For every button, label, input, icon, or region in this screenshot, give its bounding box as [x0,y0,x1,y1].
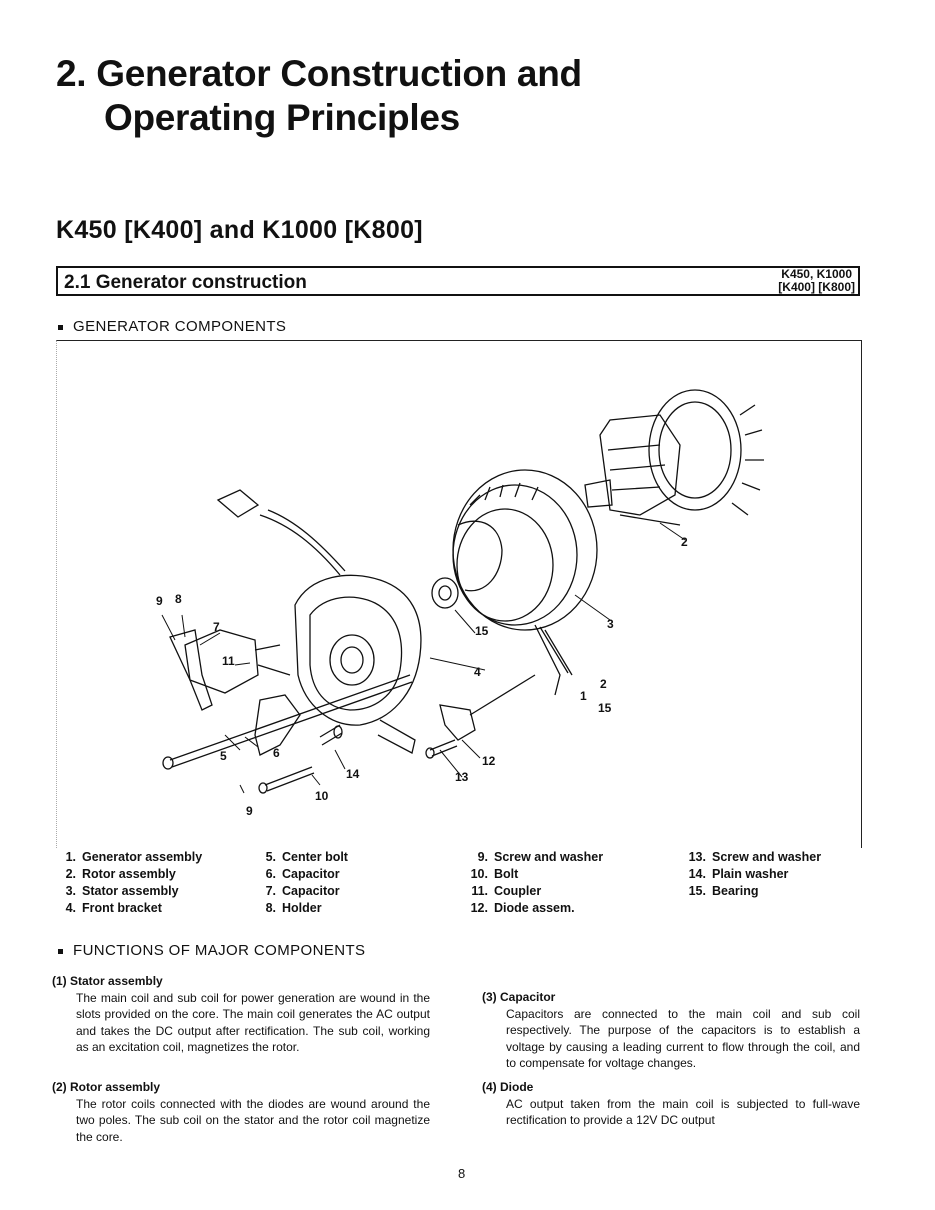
rotor-assembly-drawing [585,390,764,525]
function-item-capacitor [482,989,860,1072]
part-item: 13. Screw and washer [688,850,822,864]
section-models-line-1: K450, K1000 [781,267,852,281]
part-item: 11. Coupler [471,884,542,898]
part-item: 3. Stator assembly [65,884,179,898]
functions-heading-text: FUNCTIONS OF MAJOR COMPONENTS [73,942,366,959]
capacitor-holder-drawing [170,630,300,755]
part-item: 4. Front bracket [65,901,162,915]
callout-label: 12 [482,754,496,768]
parts-list-column-4 [686,849,821,900]
parts-list-column-1 [56,849,202,917]
callout-label: 15 [475,624,489,638]
exploded-view-diagram [140,375,780,825]
function-title: (3) Capacitor [482,990,556,1004]
parts-list-column-3 [468,849,603,917]
section-models [778,268,855,294]
callout-label: 4 [474,665,481,679]
bearing-drawing [432,578,458,608]
part-item: 8. Holder [265,901,322,915]
part-item: 9. Screw and washer [477,850,604,864]
callout-label: 14 [346,767,360,781]
page-title-line-2: Operating Principles [104,97,460,138]
callout-label: 5 [220,749,227,763]
function-item-stator [52,973,430,1056]
function-body: Capacitors are connected to the main coil and sub coil respectively. The purpose of the capacitors is to establish a voltage by causing a leading current to flow through the coil, and to compensate for voltage changes. [506,1006,860,1070]
bullet-square-icon [58,949,63,954]
callout-label: 15 [598,701,612,715]
callout-label: 6 [273,746,280,760]
parts-list-column-2 [256,849,348,917]
part-item: 7. Capacitor [265,884,340,898]
callout-label: 2 [600,677,607,691]
callout-label: 1 [580,689,587,703]
leader-lines [162,523,685,793]
part-item: 6. Capacitor [265,867,340,881]
center-bolt-drawing [163,675,412,769]
callout-label: 9 [156,594,163,608]
model-heading: K450 [K400] and K1000 [K800] [56,216,423,244]
function-item-diode [482,1079,860,1129]
part-item: 12. Diode assem. [470,901,575,915]
callout-label: 3 [607,617,614,631]
part-item: 14. Plain washer [688,867,789,881]
page-number: 8 [458,1166,466,1181]
components-heading-text: GENERATOR COMPONENTS [73,318,287,335]
function-title: (4) Diode [482,1080,534,1094]
callout-label: 11 [222,654,235,668]
page-title-line-1: 2. Generator Construction and [56,53,582,94]
bullet-square-icon [58,325,63,330]
section-title: 2.1 Generator construction [64,272,307,293]
callout-label: 13 [455,770,469,784]
callout-label: 9 [246,804,253,818]
part-item: 5. Center bolt [265,850,348,864]
callout-label: 10 [315,789,329,803]
callout-label: 2 [681,535,688,549]
functions-heading [58,942,365,959]
function-title: (2) Rotor assembly [52,1080,161,1094]
function-body: The main coil and sub coil for power generation are wound in the slots provided on the core. The main coil generates the AC output and takes the DC output after rectification. The sub coil, working as an excitation coil, magnetizes the rotor. [76,990,430,1054]
front-bracket-drawing [218,490,421,753]
function-body: AC output taken from the main coil is subjected to full-wave rectification to provide a 12V DC output [506,1096,860,1127]
part-item: 15. Bearing [688,884,759,898]
part-item: 1. Generator assembly [65,850,203,864]
part-item: 10. Bolt [470,867,519,881]
callout-label: 7 [213,620,220,634]
stator-assembly-drawing [453,470,597,695]
part-item: 2. Rotor assembly [65,867,176,881]
section-models-line-2: [K400] [K800] [778,280,855,294]
function-body: The rotor coils connected with the diodes are wound around the two poles. The sub coil on the stator and the rotor coil magnetize the core. [76,1096,430,1144]
function-item-rotor [52,1079,430,1145]
callout-label: 8 [175,592,182,606]
bolts-washers-drawing [259,675,535,793]
components-heading [58,318,286,335]
function-title: (1) Stator assembly [52,974,163,988]
callout-numbers [156,535,688,818]
